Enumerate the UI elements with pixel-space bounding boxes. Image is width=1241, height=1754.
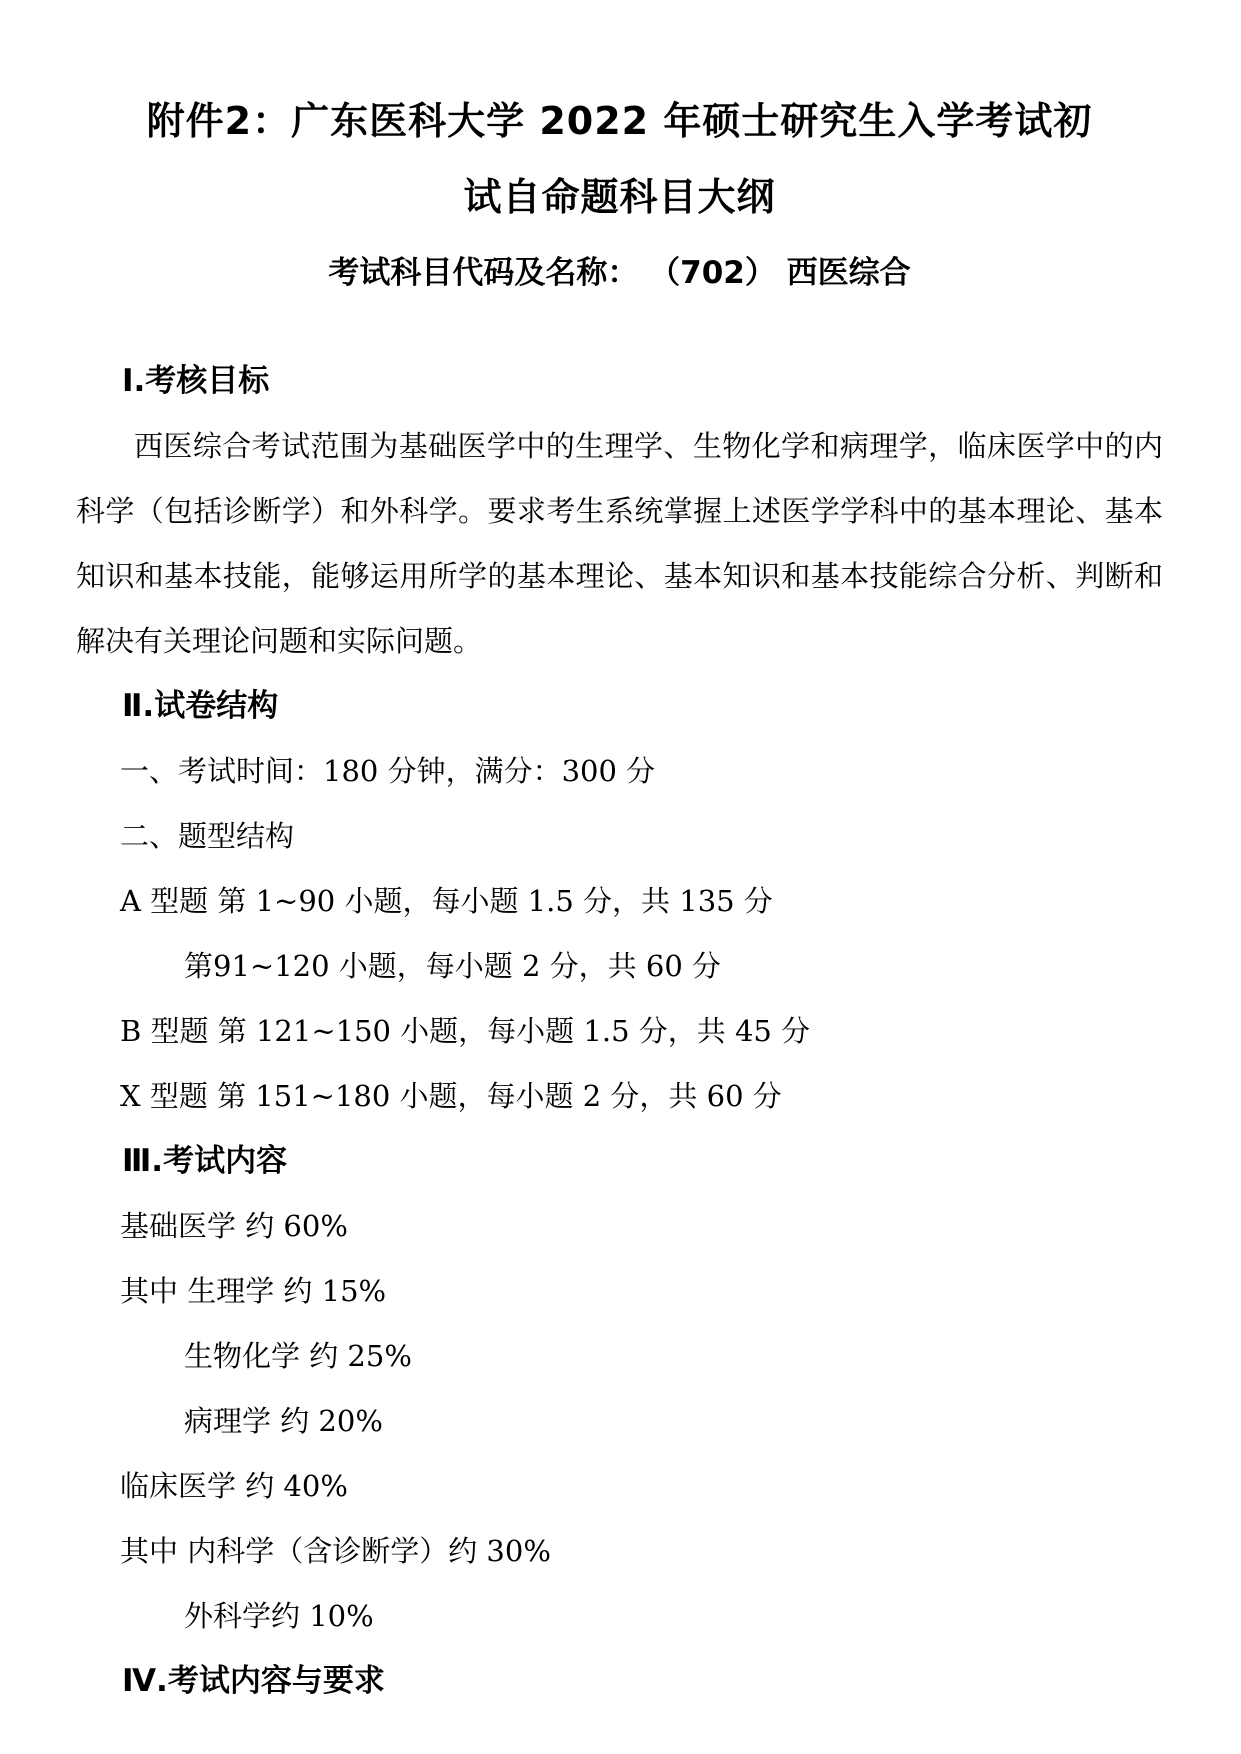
- paragraph-line: 知识和基本技能，能够运用所学的基本理论、基本知识和基本技能综合分析、判断和: [76, 559, 1163, 593]
- type-a-line: A 型题 第 1~90 小题，每小题 1.5 分，共 135 分: [120, 884, 773, 918]
- paragraph-line: 科学（包括诊断学）和外科学。要求考生系统掌握上述医学学科中的基本理论、基本: [76, 494, 1163, 528]
- subject-code-line: 考试科目代码及名称： （702） 西医综合: [328, 255, 911, 291]
- section-4-heading: Ⅳ.考试内容与要求: [122, 1663, 385, 1699]
- section-3-heading: Ⅲ.考试内容: [122, 1143, 288, 1179]
- question-structure-line: 二、题型结构: [120, 819, 295, 853]
- basic-medicine-line: 基础医学 约 60%: [120, 1209, 348, 1243]
- type-b-line: B 型题 第 121~150 小题，每小题 1.5 分，共 45 分: [120, 1014, 811, 1048]
- document-title-line-1: 附件2：广东医科大学 2022 年硕士研究生入学考试初: [146, 99, 1093, 143]
- section-2-heading: Ⅱ.试卷结构: [122, 688, 279, 724]
- pathology-line: 病理学 约 20%: [184, 1404, 383, 1438]
- section-1-paragraph: [76, 414, 1163, 674]
- section-1-heading: Ⅰ.考核目标: [122, 363, 270, 399]
- type-x-line: X 型题 第 151~180 小题，每小题 2 分，共 60 分: [120, 1079, 782, 1113]
- exam-time-line: 一、考试时间：180 分钟，满分：300 分: [120, 754, 656, 788]
- section-3-list: [76, 1194, 1163, 1649]
- type-a-continuation-line: 第91~120 小题，每小题 2 分，共 60 分: [184, 949, 721, 983]
- paragraph-line: 西医综合考试范围为基础医学中的生理学、生物化学和病理学，临床医学中的内: [134, 429, 1163, 463]
- document-title-line-2: 试自命题科目大纲: [463, 175, 776, 219]
- document-body: [76, 349, 1163, 1714]
- clinical-medicine-line: 临床医学 约 40%: [120, 1469, 348, 1503]
- document-title: [76, 83, 1163, 235]
- physiology-line: 其中 生理学 约 15%: [120, 1274, 387, 1308]
- paragraph-line: 解决有关理论问题和实际问题。: [76, 624, 483, 658]
- surgery-line: 外科学约 10%: [184, 1599, 374, 1633]
- biochemistry-line: 生物化学 约 25%: [184, 1339, 412, 1373]
- section-2-list: [76, 739, 1163, 1129]
- internal-medicine-line: 其中 内科学（含诊断学）约 30%: [120, 1534, 551, 1568]
